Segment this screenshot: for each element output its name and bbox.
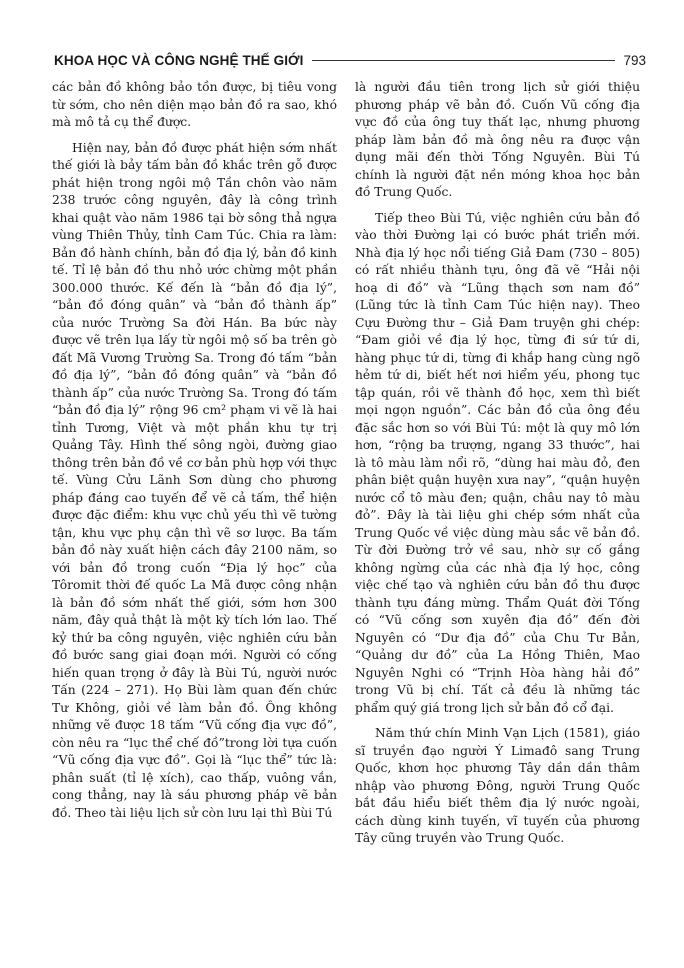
running-header (54, 50, 646, 70)
paragraph: Năm thứ chín Minh Vạn Lịch (1581), giáo sĩ truyền đạo người Ý Limađô sang Trung Quốc, khơn học phương Tây dần dần thâm nhập vào phương Đông, người Trung Quốc bắt đầu hiểu biết thêm địa lý nước ngoài, cách dùng kinh tuyến, vĩ tuyến của phương Tây cũng truyền vào Trung Quốc. (355, 726, 640, 845)
right-column (355, 79, 640, 848)
header-title: KHOA HỌC VÀ CÔNG NGHỆ THẾ GIỚI (54, 52, 304, 68)
paragraph: là người đầu tiên trong lịch sử giới thiệu phương pháp vẽ bản đồ. Cuốn Vũ cống địa vực đồ của ông tuy thất lạc, nhưng phương pháp làm bản đồ mà ông nêu ra được vận dụng mãi đến thời Tống Nguyên. Bùi Tú chính là người đặt nền móng khoa học bản đồ Trung Quốc. (355, 80, 640, 199)
left-column (52, 79, 337, 822)
header-rule (312, 60, 616, 61)
paragraph: Tiếp theo Bùi Tú, việc nghiên cứu bản đồ vào thời Đường lại có bước phát triển mới. Nhà địa lý học nổi tiếng Giả Đam (730 – 805) có rất nhiều thành tựu, ông đã vẽ “Hải nội hoạ di đồ” và “Lũng thạch sơn nam đồ” (Lũng tức là tỉnh Cam Túc hiện nay). Theo Cựu Đường thư – Giả Đam truyện ghi chép: “Đam giỏi về địa lý học, từng đi sứ tứ di, hàng phục tứ di, từng đi khắp hang cùng ngõ hẻm tứ di, biết hết nơi hiểm yếu, phong tục tập quán, rồi vẽ thành đồ học, xem thì biết mọi ngọn nguồn”. Các bản đồ của ông đều đặc sắc hơn so với Bùi Tú: một là quy mô lớn hơn, “rộng ba trượng, ngang 33 thước”, hai là tô màu làm nổi rõ, “dùng hai màu đỏ, đen phân biệt quận huyện xưa nay”, “quận huyện nước cổ tô màu đen; quận, châu nay tô màu đỏ”. Đây là tài liệu ghi chép sớm nhất của Trung Quốc về việc dùng màu sắc vẽ bản đồ. Từ đời Đường trở về sau, nhờ sự cố gắng không ngừng của các nhà địa lý học, công việc chế tạo và nghiên cứu bản đồ thu được thành tựu đáng mừng. Thẩm Quát đời Tống có “Vũ cống sơn xuyên địa đồ” đến đời Nguyên có “Dư địa đồ” của Chu Tư Bản, “Quảng dư đồ” của La Hồng Thiên, Mao Nguyên Nghi có “Trịnh Hòa hàng hải đồ” trong Vũ bị chí. Tất cả đều là những tác phẩm quý giá trong lịch sử bản đồ cổ đại. (355, 210, 640, 715)
paragraph: Hiện nay, bản đồ được phát hiện sớm nhất thế giới là bảy tấm bản đồ khắc trên gỗ được phát hiện trong ngôi mộ Tần chôn vào năm 238 trước công nguyên, đây là công trình khai quật vào năm 1986 tại bờ sông thả ngựa vùng Thiên Thủy, tỉnh Cam Túc. Chia ra làm: Bản đồ hành chính, bản đồ địa lý, bản đồ kinh tế. Tỉ lệ bản đồ thu nhỏ ước chừng một phần 300.000 thước. Kế đến là “bản đồ địa lý”, “bản đồ đóng quân” và “bản đồ thành ấp” của nước Trường Sa đời Hán. Ba bức này được vẽ trên lụa lấy từ ngôi mộ số ba trên gò đất Mã Vương Trường Sa. Trong đó tấm “bản đồ địa lý”, “bản đồ đóng quân” và “bản đồ thành ấp” của nước Trường Sa. Trong đó tấm “bản đồ địa lý” rộng 96 cm² phạm vi vẽ là hai tỉnh Tương, Việt và một phần khu tự trị Quảng Tây. Hình thế sông ngòi, đường giao thông trên bản đồ về cơ bản phù hợp với thực tế. Vùng Cửu Lãnh Sơn dùng cho phương pháp đáng cao tuyến để vẽ cả tấm, thể hiện được đặc điểm: khu vực chủ yếu thì vẽ tường tận, khu vực phụ cận thì vẽ sơ lược. Ba tấm bản đồ này xuất hiện cách đây 2100 năm, so với bản đồ trong cuốn “Địa lý học” của Tôromit thời đế quốc La Mã được công nhận là bản đồ sớm nhất thế giới, sớm hơn 300 năm, đây quả thật là một kỳ tích lớn lao. Thế kỷ thứ ba công nguyên, việc nghiên cứu bản đồ bước sang giai đoạn mới. Người có cống hiến quan trọng ở đây là Bùi Tú, người nước Tấn (224 – 271). Họ Bùi làm quan đến chức Tư Không, giỏi về làm bản đồ. Ông không những vẽ được 18 tấm “Vũ cống địa vực đồ”, còn nêu ra “lục thể chế đồ”trong lời tựa cuốn “Vũ cống địa vực đồ”. Gọi là “lục thể” tức là: phân suất (tỉ lệ xích), cao thấp, vuông vắn, cong thẳng, nay là sáu phương pháp vẽ bản đồ. Theo tài liệu lịch sử còn lưu lại thì Bùi Tú (52, 140, 337, 820)
paragraph: các bản đồ không bảo tồn được, bị tiêu vong từ sớm, cho nên diện mạo bản đồ ra sao, khó mà mô tả cụ thể được. (52, 80, 337, 129)
page-number: 793 (623, 52, 646, 68)
